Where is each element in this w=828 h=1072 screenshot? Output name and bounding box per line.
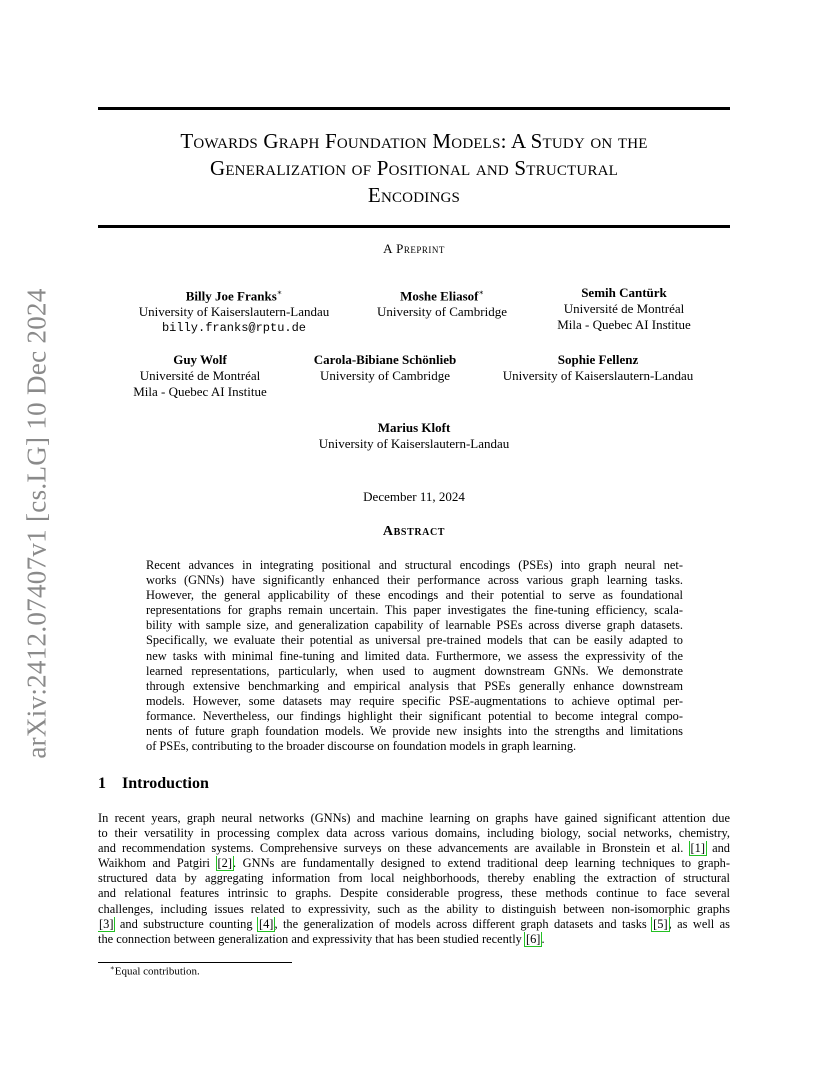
- arxiv-identifier: arXiv:2412.07407v1 [cs.LG] 10 Dec 2024: [21, 287, 52, 759]
- title-bottom-rule: [98, 225, 730, 228]
- author-name: Carola-Bibiane Schönlieb: [313, 352, 457, 367]
- paragraph-line: the connection between generalization and expressivity that has been studied recently [6].: [98, 931, 545, 946]
- arxiv-sidebar-stamp: [16, 286, 58, 760]
- title-line-2: Generalization of Positional and Structural: [209, 156, 619, 180]
- paragraph-line: In recent years, graph neural networks (GNNs) and machine learning on graphs have gained significant attention due: [98, 811, 730, 825]
- author-affiliation: University of Kaiserslautern-Landau: [318, 436, 510, 451]
- abstract-line: However, the general applicability of these encodings and their potential to serve as foundational: [146, 588, 683, 603]
- paper-title: [98, 128, 730, 209]
- citation-link[interactable]: [6]: [525, 931, 541, 946]
- author-name: Sophie Fellenz: [557, 352, 639, 367]
- abstract-line: new tasks with minimal fine-tuning and limited data. Furthermore, we assess the expressivity of the: [146, 648, 683, 663]
- paragraph-line: structured data by aggregating information from local neighborhoods, thereby enabling the extraction of structural: [98, 871, 730, 886]
- abstract-line: of PSEs, contributing to the broader discourse on foundation models in graph learning.: [146, 739, 577, 754]
- abstract-line: formance. Nevertheless, our findings highlight their significant potential to become integral compo-: [146, 708, 683, 723]
- author-affiliation: University of Kaiserslautern-Landau: [138, 304, 330, 320]
- equal-contribution-mark: ∗: [478, 288, 484, 297]
- abstract-line: Recent advances in integrating positional and structural encodings (PSEs) into graph neural net-: [146, 558, 683, 572]
- introduction-body: [98, 811, 730, 947]
- citation-link[interactable]: [5]: [653, 916, 668, 931]
- author-affiliation: University of Kaiserslautern-Landau: [502, 368, 694, 383]
- abstract-line: bility with sample size, and generalization capability of learnable PSEs across diverse graph datasets.: [146, 618, 683, 633]
- abstract-heading: Abstract: [382, 524, 446, 539]
- paragraph-line: and relational features intrinsic to graphs. Despite considerable progress, these methods continue to face several: [98, 886, 730, 901]
- abstract-line: learned representations, particularly, when used to augment downstream GNNs. We demonstrate: [146, 663, 683, 678]
- author-block: [488, 352, 708, 384]
- abstract-line: representations for graphs remain uncertain. This paper investigates the fine-tuning efficiency, scala-: [146, 603, 683, 618]
- footnote-mark: ∗: [110, 964, 115, 972]
- abstract-line: through extensive benchmarking and empirical analysis that PSEs generally enhance downstream: [146, 678, 683, 693]
- citation-link[interactable]: [2]: [217, 856, 232, 871]
- paragraph-line: and recommendation systems. Comprehensive surveys on these advancements are available in Bronstein et al. [1] and: [98, 841, 730, 856]
- citation-link[interactable]: [3]: [99, 916, 114, 931]
- author-block: [352, 285, 532, 320]
- author-block: [534, 285, 714, 333]
- author-name: Semih Cantürk: [581, 285, 667, 300]
- title-top-rule: [98, 107, 730, 110]
- abstract-line: works (GNNs) have significantly enhanced their performance across various graph learning tasks.: [146, 573, 683, 588]
- footnote-text: Equal contribution.: [114, 965, 200, 978]
- author-affiliation: University of Cambridge: [320, 368, 450, 383]
- author-name: Marius Kloft: [377, 420, 451, 435]
- citation-link[interactable]: [1]: [690, 841, 705, 856]
- author-name: Moshe Eliasof: [400, 288, 479, 304]
- author-affiliation: Mila - Quebec AI Institue: [557, 317, 691, 332]
- citation-link[interactable]: [4]: [258, 916, 274, 931]
- author-affiliation: Université de Montréal: [563, 301, 685, 316]
- paragraph-line: to their versatility in processing complex data across various domains, including biology, social networks, chemistry,: [98, 826, 730, 841]
- abstract-body: [146, 558, 683, 754]
- author-block: [304, 420, 524, 452]
- author-block: [290, 352, 480, 384]
- title-line-1: Towards Graph Foundation Models: A Study on the: [180, 129, 648, 153]
- abstract-line: nents of future graph foundation models. We provide new insights into the strengths and limitations: [146, 724, 683, 739]
- author-name: Guy Wolf: [173, 352, 227, 367]
- author-block: [124, 285, 344, 336]
- author-name: Billy Joe Franks: [185, 288, 277, 304]
- title-line-3: Encodings: [367, 183, 461, 207]
- paragraph-line: challenges, including issues related to expressivity, such as the ability to distinguish between non-isomorphic graphs: [98, 901, 730, 916]
- abstract-line: Specifically, we evaluate their potential as universal pre-trained models that can be easily adapted to: [146, 633, 683, 648]
- author-affiliation: Université de Montréal: [139, 368, 261, 383]
- author-affiliation: University of Cambridge: [377, 304, 507, 320]
- publication-date: December 11, 2024: [363, 489, 465, 504]
- footnote-rule: [98, 962, 292, 963]
- paragraph-line: [3] and substructure counting [4], the generalization of models across different graph datasets and tasks [5], as well as: [99, 916, 730, 931]
- section-title-text: Introduction: [122, 775, 209, 792]
- abstract-line: models. However, some datasets may require specific PSE-augmentations to achieve optimal per-: [146, 693, 683, 708]
- author-block: [110, 352, 290, 400]
- author-affiliation: Mila - Quebec AI Institue: [133, 384, 267, 399]
- section-heading: [98, 775, 209, 793]
- section-number: 1: [98, 775, 106, 792]
- preprint-label: A Preprint: [383, 241, 445, 256]
- author-email[interactable]: billy.franks@rptu.de: [161, 321, 307, 336]
- paragraph-line: Waikhom and Patgiri [2]. GNNs are fundamentally designed to extend traditional deep learning techniques to graph-: [98, 856, 730, 871]
- footnote: [110, 964, 200, 978]
- equal-contribution-mark: ∗: [276, 288, 283, 297]
